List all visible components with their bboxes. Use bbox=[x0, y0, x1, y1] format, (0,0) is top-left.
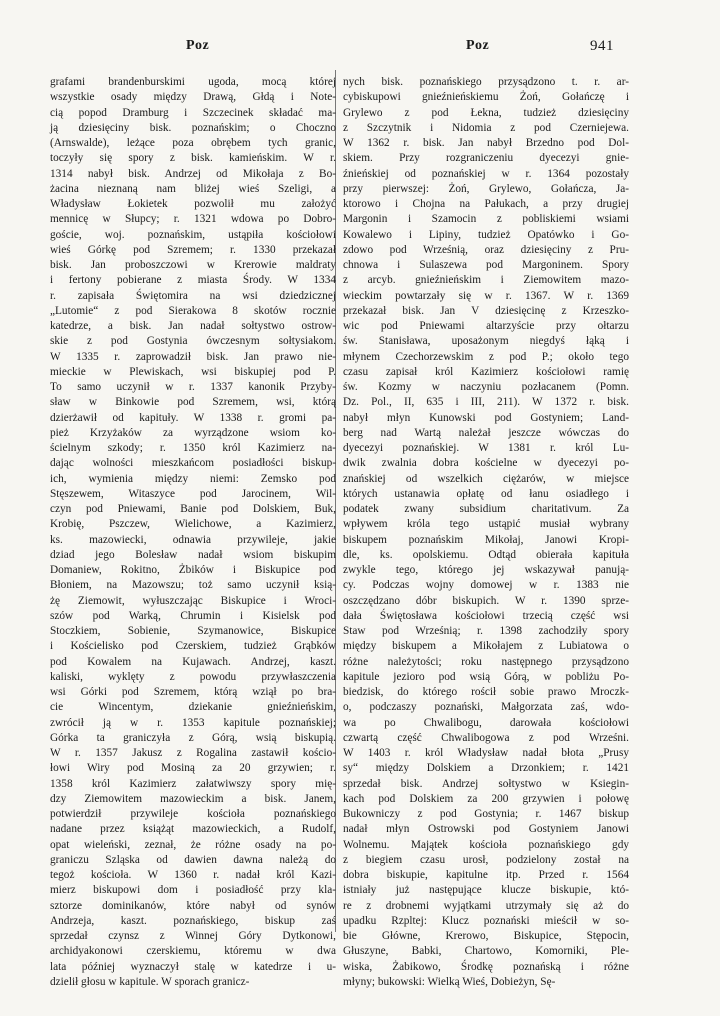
text-line: św. Stanisława, uposażonym niegdyś łąką i bbox=[343, 335, 629, 348]
text-line: Głuszyne, Babki, Chartowo, Komorniki, Ple- bbox=[343, 945, 629, 958]
page-number: 941 bbox=[590, 38, 614, 54]
text-line: zdowo pod Wrześnią, oraz dziesięciny z Pru- bbox=[343, 243, 629, 256]
text-line: pież Krzyżaków za wyrządzone wsiom ko- bbox=[50, 426, 336, 439]
text-line: czasu zapisał król Kazimierz kościołowi ramię bbox=[343, 365, 629, 378]
text-line: skie z pod Gostynia ówczesnym sołtysiakom. bbox=[50, 335, 336, 348]
text-line: (Arnswalde), leżące poza obrębem tych granic, bbox=[50, 137, 336, 149]
text-line: Wolnemu. Majątek kościoła poznańskiego gdy bbox=[343, 838, 629, 851]
text-line: potwierdził przywileje kościoła poznańskiego bbox=[50, 808, 336, 820]
text-line: cybiskupowi gnieźnieńskiemu Żoń, Gołańczę i bbox=[343, 91, 629, 104]
text-line: dziad jego Bolesław nadał wsiom biskupim bbox=[50, 548, 336, 561]
text-line: sprzedał czynsz z Winnej Góry Dytkonowi, bbox=[50, 930, 336, 942]
text-line: Stęszewem, Witaszyce pod Jarocinem, Wil- bbox=[50, 487, 336, 500]
text-line: Krobię, Pszczew, Wielichowe, a Kazimierz, bbox=[50, 518, 336, 531]
text-line: których ustanawia opłatę od łanu osiadłego i bbox=[343, 487, 629, 500]
text-line: „Lutomie“ z pod Sierakowa 8 skotów rocznie bbox=[50, 304, 336, 317]
text-line: archidyakonowi czerskiemu, któremu w dwa bbox=[50, 945, 336, 958]
text-line: To samo uczynił w r. 1337 kanonik Przyby- bbox=[50, 381, 336, 393]
text-line: Kowalewo i Lipiny, tudzież Opatówko i Go- bbox=[343, 228, 629, 241]
text-line: cie Wincentym, dziekanie gnieźnieńskim, bbox=[50, 701, 336, 714]
text-line: łowi Wiry pod Mosiną za 20 grzywien; r. bbox=[50, 762, 336, 775]
text-line: wic pod Pniewami altarzyście przy ołtarzu bbox=[343, 320, 629, 332]
text-line: W r. 1357 Jakusz z Rogalina zastawił kościo- bbox=[50, 747, 336, 759]
text-line: katedrze, a bisk. Jan nadał sołtystwo ostrow- bbox=[50, 320, 336, 332]
text-line: pod Kowalem na Kujawach. Andrzej, kaszt. bbox=[50, 655, 336, 668]
running-head-right: Poz bbox=[466, 38, 490, 53]
left-text-column bbox=[50, 75, 336, 990]
text-line: kach pod Dolskiem za 200 grzywien i połowę bbox=[343, 792, 629, 805]
text-line: przy pierwszej: Żoń, Grylewo, Gołańcza, Ja- bbox=[343, 182, 629, 195]
text-line: goście, woj. poznańskim, ustąpiła kościołowi bbox=[50, 228, 336, 241]
text-line: czwartą część Chwalibogowa z pod Wrześni. bbox=[343, 731, 629, 744]
text-line: dwik zwalnia dobra kościelne w dyecezyi po- bbox=[343, 457, 629, 470]
text-line: graniczu Szląska od dawien dawna należą do bbox=[50, 853, 336, 866]
text-line: mieckie w Plewiskach, wsi biskupiej pod P. bbox=[50, 365, 336, 378]
text-line: kaliski, wyklęty z powodu przywłaszczenia bbox=[50, 670, 336, 683]
text-line: źnieńskiej od poznańskiej w r. 1364 pozostały bbox=[343, 167, 629, 180]
text-line: W 1403 r. król Władysław nadał błota „Prusy bbox=[343, 747, 629, 759]
text-line: Staw pod Wrześnią; r. 1398 zachodziły spory bbox=[343, 625, 629, 637]
text-line: biskupem poznańskim Mikołaj, Janowi Kropi- bbox=[343, 533, 629, 546]
text-line: kapitule jezioro pod wsią Górą, w pobliżu Po- bbox=[343, 670, 629, 683]
text-line: ich, wymienia między niemi: Zemsko pod bbox=[50, 472, 336, 485]
text-line: wa po Chwalibogu, darowała kościołowi bbox=[343, 716, 629, 729]
text-line: Błoniem, na Mazowszu; toż samo uczynił ksią- bbox=[50, 579, 336, 592]
text-line: i fertony pobierane z miasta Środy. W 1334 bbox=[50, 274, 336, 287]
text-line: żacina nieznaną nam bliżej wieś Szeligi, a bbox=[50, 182, 336, 195]
text-line: Margonin i Szamocin z pobliskiemi wsiami bbox=[343, 213, 629, 226]
text-line: podatek zwany subsidium charitativum. Za bbox=[343, 503, 629, 515]
text-line: W 1335 r. zaprowadził bisk. Jan prawo nie- bbox=[50, 350, 336, 363]
text-line: berg nad Wartą należał jeszcze wówczas do bbox=[343, 426, 629, 439]
text-line: oszczędzano dóbr biskupich. W r. 1390 sprze- bbox=[343, 594, 629, 607]
text-line: ścielnym szkody; r. 1350 król Kazimierz na- bbox=[50, 442, 336, 454]
text-line: sy“ między Dolskiem a Drzonkiem; r. 1421 bbox=[343, 762, 629, 775]
text-line: biedzisk, do którego rościł sobie prawo Mroczk- bbox=[343, 686, 629, 698]
text-line: nadane przez książąt mazowieckich, a Rudolf, bbox=[50, 823, 336, 836]
text-line: dobra biskupie, kapitulne itp. Przed r. 1564 bbox=[343, 869, 629, 881]
text-line: różne należytości; roku następnego przysądzono bbox=[343, 655, 629, 668]
text-line: młynem Czechorzewskim z pod P.; około tego bbox=[343, 350, 629, 363]
text-line: nych bisk. poznańskiego przysądzono t. r. ar- bbox=[343, 76, 629, 88]
text-line: sprzedał bisk. Andrzej sołtystwo w Ksiegin- bbox=[343, 777, 629, 790]
text-line: r. zapisała Świętomira na wsi dziedzicznej bbox=[50, 289, 336, 302]
text-line: dyecezyi poznańskiej. W 1381 r. król Lu- bbox=[343, 442, 629, 454]
text-line: 1358 król Kazimierz załatwiwszy spory mię- bbox=[50, 777, 336, 790]
text-line: mennicę w Słupcy; r. 1321 wdowa po Dobro- bbox=[50, 213, 336, 226]
text-line: przekazał bisk. Jan V dziesięcinę z Krzeszko- bbox=[343, 304, 629, 317]
text-line: ją dziesięciny bisk. poznańskim; o Choczno bbox=[50, 121, 336, 134]
text-line: szów pod Warką, Chrumin i Kisielsk pod bbox=[50, 609, 336, 622]
text-line: czyn pod Pniewami, Banie pod Dolskiem, Buk, bbox=[50, 503, 336, 515]
text-line: wpływem króla tego ustąpić musiał wybrany bbox=[343, 518, 629, 531]
right-text-column bbox=[343, 75, 629, 990]
text-line: Dz. Pol., II, 635 i III, 211). W 1372 r. bisk. bbox=[343, 396, 629, 409]
text-line: nabył młyn Kunowski pod Gostyniem; Land- bbox=[343, 411, 629, 424]
text-line: cią popod Dramburg i Szczecinek składać ma- bbox=[50, 106, 336, 119]
text-line: sztorze dominikanów, które nabył od synów bbox=[50, 899, 336, 912]
text-line: skiem. Przy rozgraniczeniu dyecezyi gnie- bbox=[343, 152, 629, 165]
text-line: o, podczaszy poznański, Małgorzata zaś, wdo- bbox=[343, 701, 629, 714]
text-line: dle, ks. opolskiemu. Odtąd obierała kapituła bbox=[343, 548, 629, 561]
text-line: upadku Rzpltej: Klucz poznański mieścił w so- bbox=[343, 914, 629, 927]
text-line: młyny; bukowski: Wielką Wieś, Dobieżyn, Sę- bbox=[343, 975, 556, 988]
text-line: wszystkie osady między Drawą, Głdą i Note- bbox=[50, 91, 336, 104]
text-line: grafami brandenburskimi ugoda, mocą której bbox=[50, 76, 336, 88]
text-line: Stoczkiem, Sobienie, Szymanowice, Biskupice bbox=[50, 625, 336, 637]
text-line: W 1362 r. bisk. Jan nabył Brzedno pod Dol- bbox=[343, 137, 629, 149]
text-line: Andrzeja, kaszt. poznańskiego, biskup zaś bbox=[50, 914, 336, 927]
text-line: dzy Ziemowitem mazowieckim a bisk. Janem, bbox=[50, 792, 336, 805]
text-line: zwykle tego, którego jej wskazywał panują- bbox=[343, 564, 629, 576]
text-line: cy. Podczas wojny domowej w r. 1383 nie bbox=[343, 579, 629, 592]
text-line: ks. mazowiecki, odnawia przywileje, jakie bbox=[50, 533, 336, 546]
text-line: wiska, Żabikowo, Środkę poznańską i różne bbox=[343, 960, 629, 973]
text-line: bie Główne, Krerowo, Biskupice, Stępocin, bbox=[343, 930, 629, 942]
text-line: chnowa i Sulaszewa pod Margoninem. Spory bbox=[343, 259, 629, 271]
text-line: nadał młyn Ostrowski pod Gostyniem Janowi bbox=[343, 823, 629, 836]
text-line: istniały już następujące klucze biskupie, któ- bbox=[343, 884, 629, 897]
text-line: z biegiem czasu urosł, podzielony został na bbox=[343, 853, 629, 866]
text-line: Górka ta graniczyła z Górą, wsią biskupią. bbox=[50, 731, 336, 744]
text-line: dając wolności mieszkańcom posiadłości biskup- bbox=[50, 457, 336, 470]
text-line: ktorowo i Chojna na Pałukach, a przy drugiej bbox=[343, 198, 629, 210]
text-line: wieś Górkę pod Szremem; r. 1330 przekazał bbox=[50, 243, 336, 256]
running-head-left: Poz bbox=[186, 38, 210, 53]
text-line: 1314 nabył bisk. Andrzej od Mikołaja z Bo- bbox=[50, 167, 336, 180]
text-line: lata później wyznaczył stalę w katedrze i u- bbox=[50, 960, 336, 973]
text-line: i Kościelisko pod Czerskiem, tudzież Grąbków bbox=[50, 640, 336, 653]
text-line: Domaniew, Rokitno, Żbików i Biskupice pod bbox=[50, 564, 336, 576]
text-line: żę Ziemowit, wyłuszczając Biskupice i Wroci- bbox=[50, 594, 336, 607]
text-line: z Szczytnik i Nidomia z pod Czerniejewa. bbox=[343, 121, 629, 134]
text-line: mierz biskupowi dom i posiadłość przy kla- bbox=[50, 884, 336, 897]
text-line: bisk. Jan proboszczowi w Krerowie maldraty bbox=[50, 259, 336, 271]
text-line: dała Świętosława kościołowi trzecią część wsi bbox=[343, 609, 629, 622]
text-line: św. Kozmy w naczyniu pozłacanem (Pomn. bbox=[343, 381, 629, 393]
text-line: wsi Górki pod Szremem, którą wziął po bra- bbox=[50, 686, 336, 698]
text-line: toczyły się spory z bisk. kamieńskim. W r. bbox=[50, 152, 336, 165]
text-line: Władysław Łokietek pozwolił mu założyć bbox=[50, 198, 336, 210]
text-line: dzierżawił od kapituły. W 1338 r. gromi pa- bbox=[50, 411, 336, 424]
text-line: Bukowniczy z pod Gostynia; r. 1467 biskup bbox=[343, 808, 629, 820]
text-line: re z drobnemi wyjątkami utrzymały się aż do bbox=[343, 899, 629, 912]
text-line: tegoż kościoła. W 1360 r. nadał król Kazi- bbox=[50, 869, 336, 881]
text-line: z arcyb. gnieźnieńskim i Ziemowitem mazo- bbox=[343, 274, 629, 287]
text-line: znańskiej od wszelkich ciężarów, w miejsce bbox=[343, 472, 629, 485]
text-line: opat wieleński, zeznał, że różne osady na po- bbox=[50, 838, 336, 851]
text-line: Grylewo z pod Łekna, tudzież dziesięciny bbox=[343, 106, 629, 119]
text-line: dzielił głosu w kapitule. W sporach granicz- bbox=[50, 975, 250, 988]
text-line: zwrócił ją w r. 1353 kapitule poznańskiej; bbox=[50, 716, 336, 729]
text-line: sław w Binkowie pod Szremem, wsi, którą bbox=[50, 396, 336, 409]
text-line: między biskupem a Mikołajem z Lubiatowa o bbox=[343, 640, 629, 653]
text-line: wieckim powtarzały się w r. 1367. W r. 1369 bbox=[343, 289, 629, 302]
